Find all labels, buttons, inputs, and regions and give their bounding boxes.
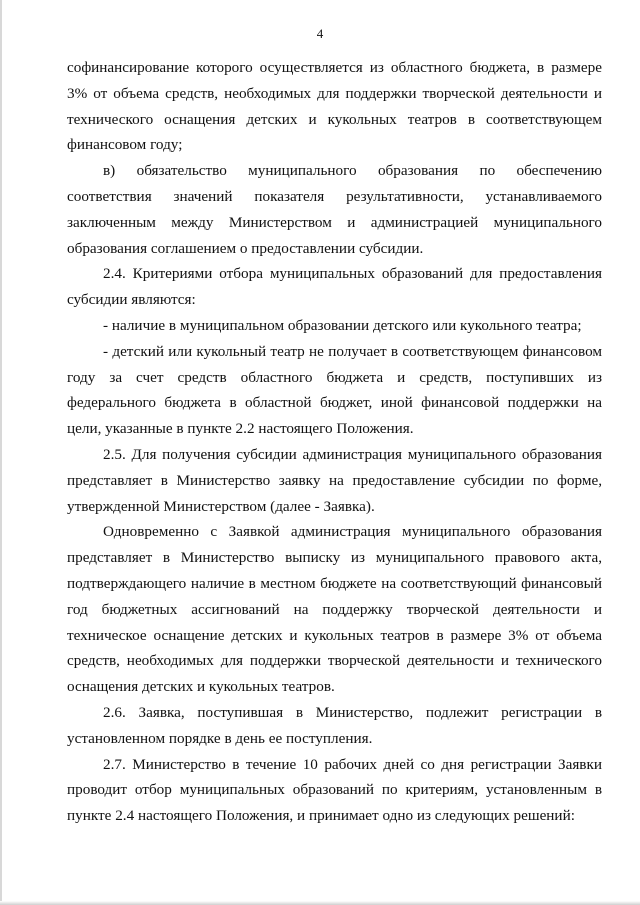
scan-edge-shadow xyxy=(0,0,2,905)
paragraph-2-7: 2.7. Министерство в течение 10 рабочих дней со дня регистрации Заявки проводит отбор муниципальных образований по критериям, установленным в пункте 2.4 настоящего Положения, и принимает одно из следующих решений: xyxy=(67,755,602,825)
paragraph-cofinancing: софинансирование которого осуществляется из областного бюджета, в размере 3% от объема средств, необходимых для поддержки творческой деятельности и технического оснащения детских и кукольных театров в соответствующем финансовом году; xyxy=(67,59,602,154)
paragraph-criterion-2: - детский или кукольный театр не получает в соответствующем финансовом году за счет средств областного бюджета и средств, поступивших из федерального бюджета в областной бюджет, иной финансовой поддержки на цели, указанные в пункте 2.2 настоящего Положения. xyxy=(67,342,602,438)
paragraph-2-6: 2.6. Заявка, поступившая в Министерство, подлежит регистрации в установленном порядке в день ее поступления. xyxy=(67,703,602,747)
paragraph-obligation-v: в) обязательство муниципального образования по обеспечению соответствия значений показателя результативности, устанавливаемого заключенным между Министерством и администрацией муниципального образования соглашением о предоставлении субсидии. xyxy=(67,162,602,257)
paragraph-criterion-1: - наличие в муниципальном образовании детского или кукольного театра; xyxy=(103,316,582,334)
paragraph-2-5: 2.5. Для получения субсидии администрация муниципального образования представляет в Министерство заявку на предоставление субсидии по форме, утвержденной Министерством (далее - Заявка). xyxy=(67,445,602,515)
document-body xyxy=(67,55,602,829)
paragraph-2-4: 2.4. Критериями отбора муниципальных образований для предоставления субсидии являются: xyxy=(67,265,602,309)
paragraph-simultaneously: Одновременно с Заявкой администрация муниципального образования представляет в Министерство выписку из муниципального правового акта, подтверждающего наличие в местном бюджете на соответствующий финансовый год бюджетных ассигнований на поддержку творческой деятельности и техническое оснащение детских и кукольных театров в размере 3% от объема средств, необходимых для поддержки творческой деятельности и технического оснащения детских и кукольных театров. xyxy=(67,523,602,696)
page-number: 4 xyxy=(316,26,324,41)
scan-bottom-edge xyxy=(0,901,640,905)
